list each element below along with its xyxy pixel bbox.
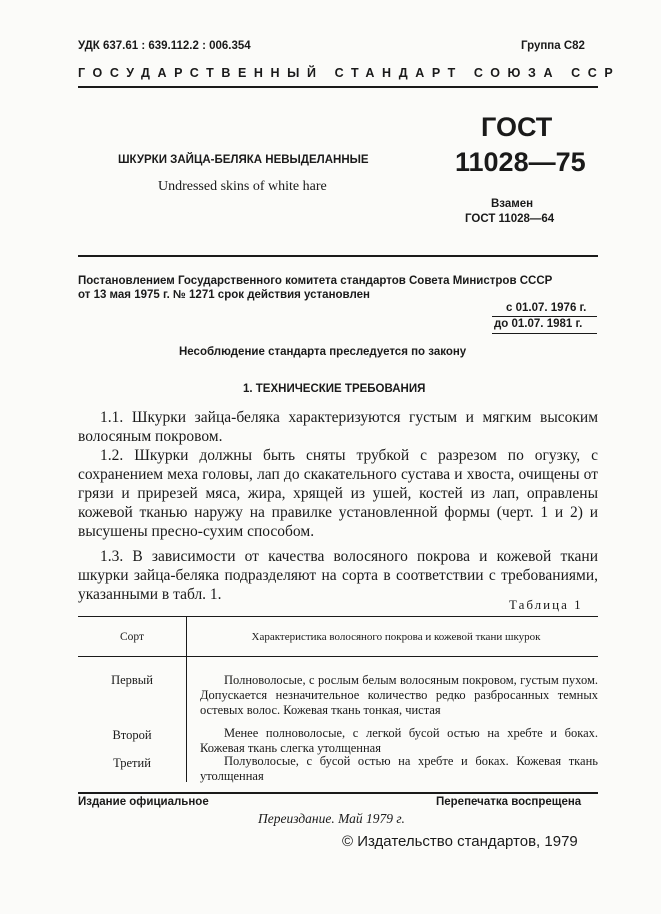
legal-warning: Несоблюдение стандарта преследуется по закону xyxy=(179,346,467,358)
replaces-label: Взамен xyxy=(491,198,534,210)
paragraph-1-3-text: 1.3. В зависимости от качества волосяного покрова и кожевой ткани шкурки зайца-беляка подразделяют на сорта в соответствии с требованиями, указанными в табл. 1. xyxy=(78,548,598,603)
table-row-1-grade: Первый xyxy=(111,673,153,687)
paragraph-1-2-text: 1.2. Шкурки должны быть сняты трубкой с разрезом по огузку, с сохранением меха головы, лап до скакательного сустава и хвоста, очищены от грязи и прирезей мяса, жира, хрящей из ушей, костей из лап, оправлены кожевой тканью наружу на правилке установленной формы (черт. 1 и 2) и высушены пресно-сухим способом. xyxy=(78,447,598,540)
table-row-2-description: Менее полноволосые, с легкой бусой остью на хребте и боках. Кожевая ткань слегка утолщенная xyxy=(200,726,598,755)
document-title-ru: ШКУРКИ ЗАЙЦА-БЕЛЯКА НЕВЫДЕЛАННЫЕ xyxy=(118,154,369,166)
paragraph-1-1 xyxy=(78,408,598,446)
table-header-rule xyxy=(78,656,598,657)
table-column-divider xyxy=(186,616,187,782)
replaces-value: ГОСТ 11028—64 xyxy=(465,213,555,225)
effective-to: до 01.07. 1981 г. xyxy=(494,318,583,330)
official-edition: Издание официальное xyxy=(78,796,209,808)
table-row-3-grade: Третий xyxy=(113,756,151,770)
reissue-note: Переиздание. Май 1979 г. xyxy=(258,811,405,826)
header-rule xyxy=(78,86,598,88)
table-top-rule xyxy=(78,616,598,617)
table-header-grade: Сорт xyxy=(119,631,145,643)
effective-from: с 01.07. 1976 г. xyxy=(506,302,587,314)
effective-to-underline xyxy=(492,333,597,334)
title-rule xyxy=(78,255,598,257)
table-header-description: Характеристика волосяного покрова и кожевой ткани шкурок xyxy=(251,631,541,643)
gost-label: ГОСТ xyxy=(481,112,553,142)
group-code: Группа С82 xyxy=(521,40,585,52)
effective-from-underline xyxy=(492,316,597,317)
decree-line-2: от 13 мая 1975 г. № 1271 срок действия установлен xyxy=(78,289,370,301)
paragraph-1-3 xyxy=(78,547,598,604)
paragraph-1-1-text: 1.1. Шкурки зайца-беляка характеризуются густым и мягким высоким волосяным покровом. xyxy=(78,409,598,445)
table-row-1-description: Полноволосые, с рослым белым волосяным покровом, густым пухом. Допускается незначительное количество редко разбросанных темных остевых волос. Кожевая ткань тонкая, чистая xyxy=(200,673,598,717)
table-caption: Таблица 1 xyxy=(509,597,583,612)
table-row-2-grade: Второй xyxy=(112,728,152,742)
decree-line-1: Постановлением Государственного комитета стандартов Совета Министров СССР xyxy=(78,275,553,287)
footer-rule xyxy=(78,792,598,794)
standard-title: ГОСУДАРСТВЕННЫЙ СТАНДАРТ СОЮЗА ССР xyxy=(78,66,621,80)
paragraph-1-2 xyxy=(78,446,598,541)
reprint-prohibited: Перепечатка воспрещена xyxy=(436,796,582,808)
udk-code: УДК 637.61 : 639.112.2 : 006.354 xyxy=(78,40,251,52)
document-title-en: Undressed skins of white hare xyxy=(158,179,327,194)
section-heading: 1. ТЕХНИЧЕСКИЕ ТРЕБОВАНИЯ xyxy=(243,383,426,395)
publisher-copyright: © Издательство стандартов, 1979 xyxy=(342,833,578,850)
table-row-3-description: Полуволосые, с бусой остью на хребте и боках. Кожевая ткань утолщенная xyxy=(200,754,598,783)
gost-number: 11028—75 xyxy=(455,147,586,177)
